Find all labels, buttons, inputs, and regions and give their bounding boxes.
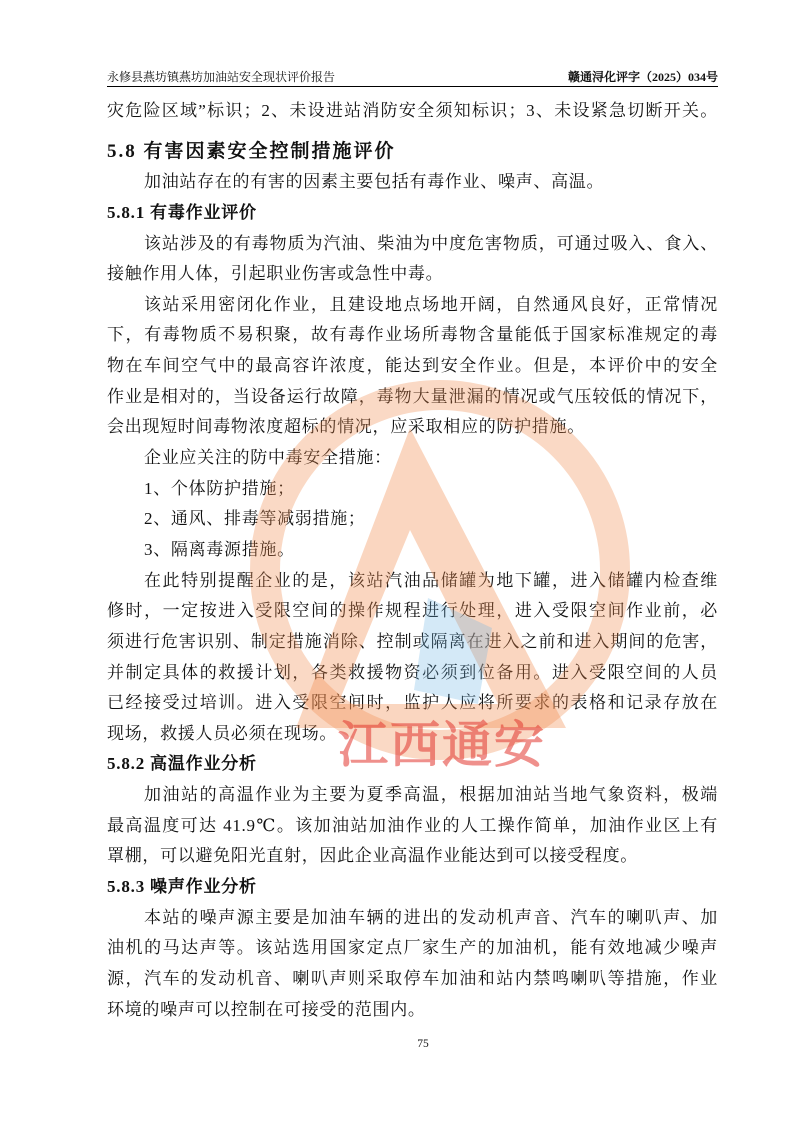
document-body: [107, 96, 718, 1025]
watermark-text: 江西通安: [338, 716, 546, 774]
continued-paragraph: [107, 96, 718, 127]
paragraph-line: 修时，一定按进入受限空间的操作规程进行处理，进入受限空间作业前，必: [107, 601, 718, 621]
paragraph-line: 接触作用人体，引起职业伤害或急性中毒。: [107, 264, 444, 284]
paragraph-line: 油机的马达声等。该站选用国家定点厂家生产的加油机，能有效地减少噪声: [107, 938, 718, 958]
paragraph-line: 灾危险区域”标识；2、未设进站消防安全须知标识；3、未设紧急切断开关。: [107, 101, 718, 120]
paragraph: [107, 443, 718, 474]
document-number: 赣通浔化评字（2025）034号: [567, 70, 718, 84]
paragraph-line: 环境的噪声可以控制在可接受的范围内。: [107, 999, 426, 1019]
paragraph-line: 本站的噪声源主要是加油车辆的进出的发动机声音、汽车的喇叭声、加: [144, 907, 718, 927]
paragraph-line: 企业应关注的防中毒安全措施：: [144, 448, 392, 468]
paragraph-line: 下，有毒物质不易积聚，故有毒作业场所毒物含量能低于国家标准规定的毒: [107, 325, 718, 345]
paragraph: [107, 535, 718, 566]
page-header: [107, 69, 718, 87]
paragraph-line: 须进行危害识别、制定措施消除、控制或隔离在进入之前和进入期间的危害，: [107, 631, 718, 651]
subsection-heading: 5.8.1 有毒作业评价: [107, 202, 257, 222]
paragraph: [107, 474, 718, 505]
paragraph: [107, 780, 718, 872]
paragraph: [107, 903, 718, 1026]
paragraph-line: 加油站存在的有害的因素主要包括有毒作业、噪声、高温。: [144, 172, 605, 192]
paragraph-line: 该站涉及的有毒物质为汽油、柴油为中度危害物质，可通过吸入、食入、: [144, 233, 718, 253]
paragraph-line: 现场，救援人员必须在现场。: [107, 723, 338, 743]
paragraph-line: 罩棚，可以避免阳光直射，因此企业高温作业能达到可以接受程度。: [107, 846, 638, 866]
page-number: 75: [417, 1038, 429, 1050]
paragraph-line: 物在车间空气中的最高容许浓度，能达到安全作业。但是，本评价中的安全: [107, 356, 718, 376]
paragraph-line: 作业是相对的，当设备运行故障，毒物大量泄漏的情况或气压较低的情况下，: [107, 386, 718, 406]
paragraph: [107, 229, 718, 290]
paragraph: [107, 504, 718, 535]
paragraph-line: 最高温度可达 41.9℃。该加油站加油作业的人工操作简单，加油作业区上有: [107, 815, 718, 835]
paragraph-line: 已经接受过培训。进入受限空间时，监护人应将所要求的表格和记录存放在: [107, 693, 718, 713]
paragraph-line: 源，汽车的发动机音、喇叭声则采取停车加油和站内禁鸣喇叭等措施，作业: [107, 968, 718, 988]
paragraph-line: 1、个体防护措施；: [144, 478, 295, 498]
paragraph-line: 3、隔离毒源措施。: [144, 539, 295, 559]
paragraph-line: 2、通风、排毒等减弱措施；: [144, 509, 366, 529]
report-title: 永修县燕坊镇燕坊加油站安全现状评价报告: [107, 70, 336, 84]
section-heading: 5.8 有害因素安全控制措施评价: [107, 140, 396, 162]
paragraph-line: 在此特别提醒企业的是，该站汽油品储罐为地下罐，进入储罐内检查维: [144, 570, 718, 590]
paragraph: [107, 290, 718, 443]
paragraph-line: 该站采用密闭化作业，且建设地点场地开阔，自然通风良好，正常情况: [144, 294, 718, 314]
subsection-heading: 5.8.3 噪声作业分析: [107, 877, 257, 897]
subsection-heading: 5.8.2 高温作业分析: [107, 754, 257, 774]
paragraph-line: 会出现短时间毒物浓度超标的情况，应采取相应的防护措施。: [107, 417, 585, 437]
paragraph: [107, 167, 718, 198]
paragraph: [107, 566, 718, 750]
paragraph-line: 并制定具体的救援计划，各类救援物资必须到位备用。进入受限空间的人员: [107, 662, 718, 682]
paragraph-line: 加油站的高温作业为主要为夏季高温，根据加油站当地气象资料，极端: [144, 785, 718, 805]
